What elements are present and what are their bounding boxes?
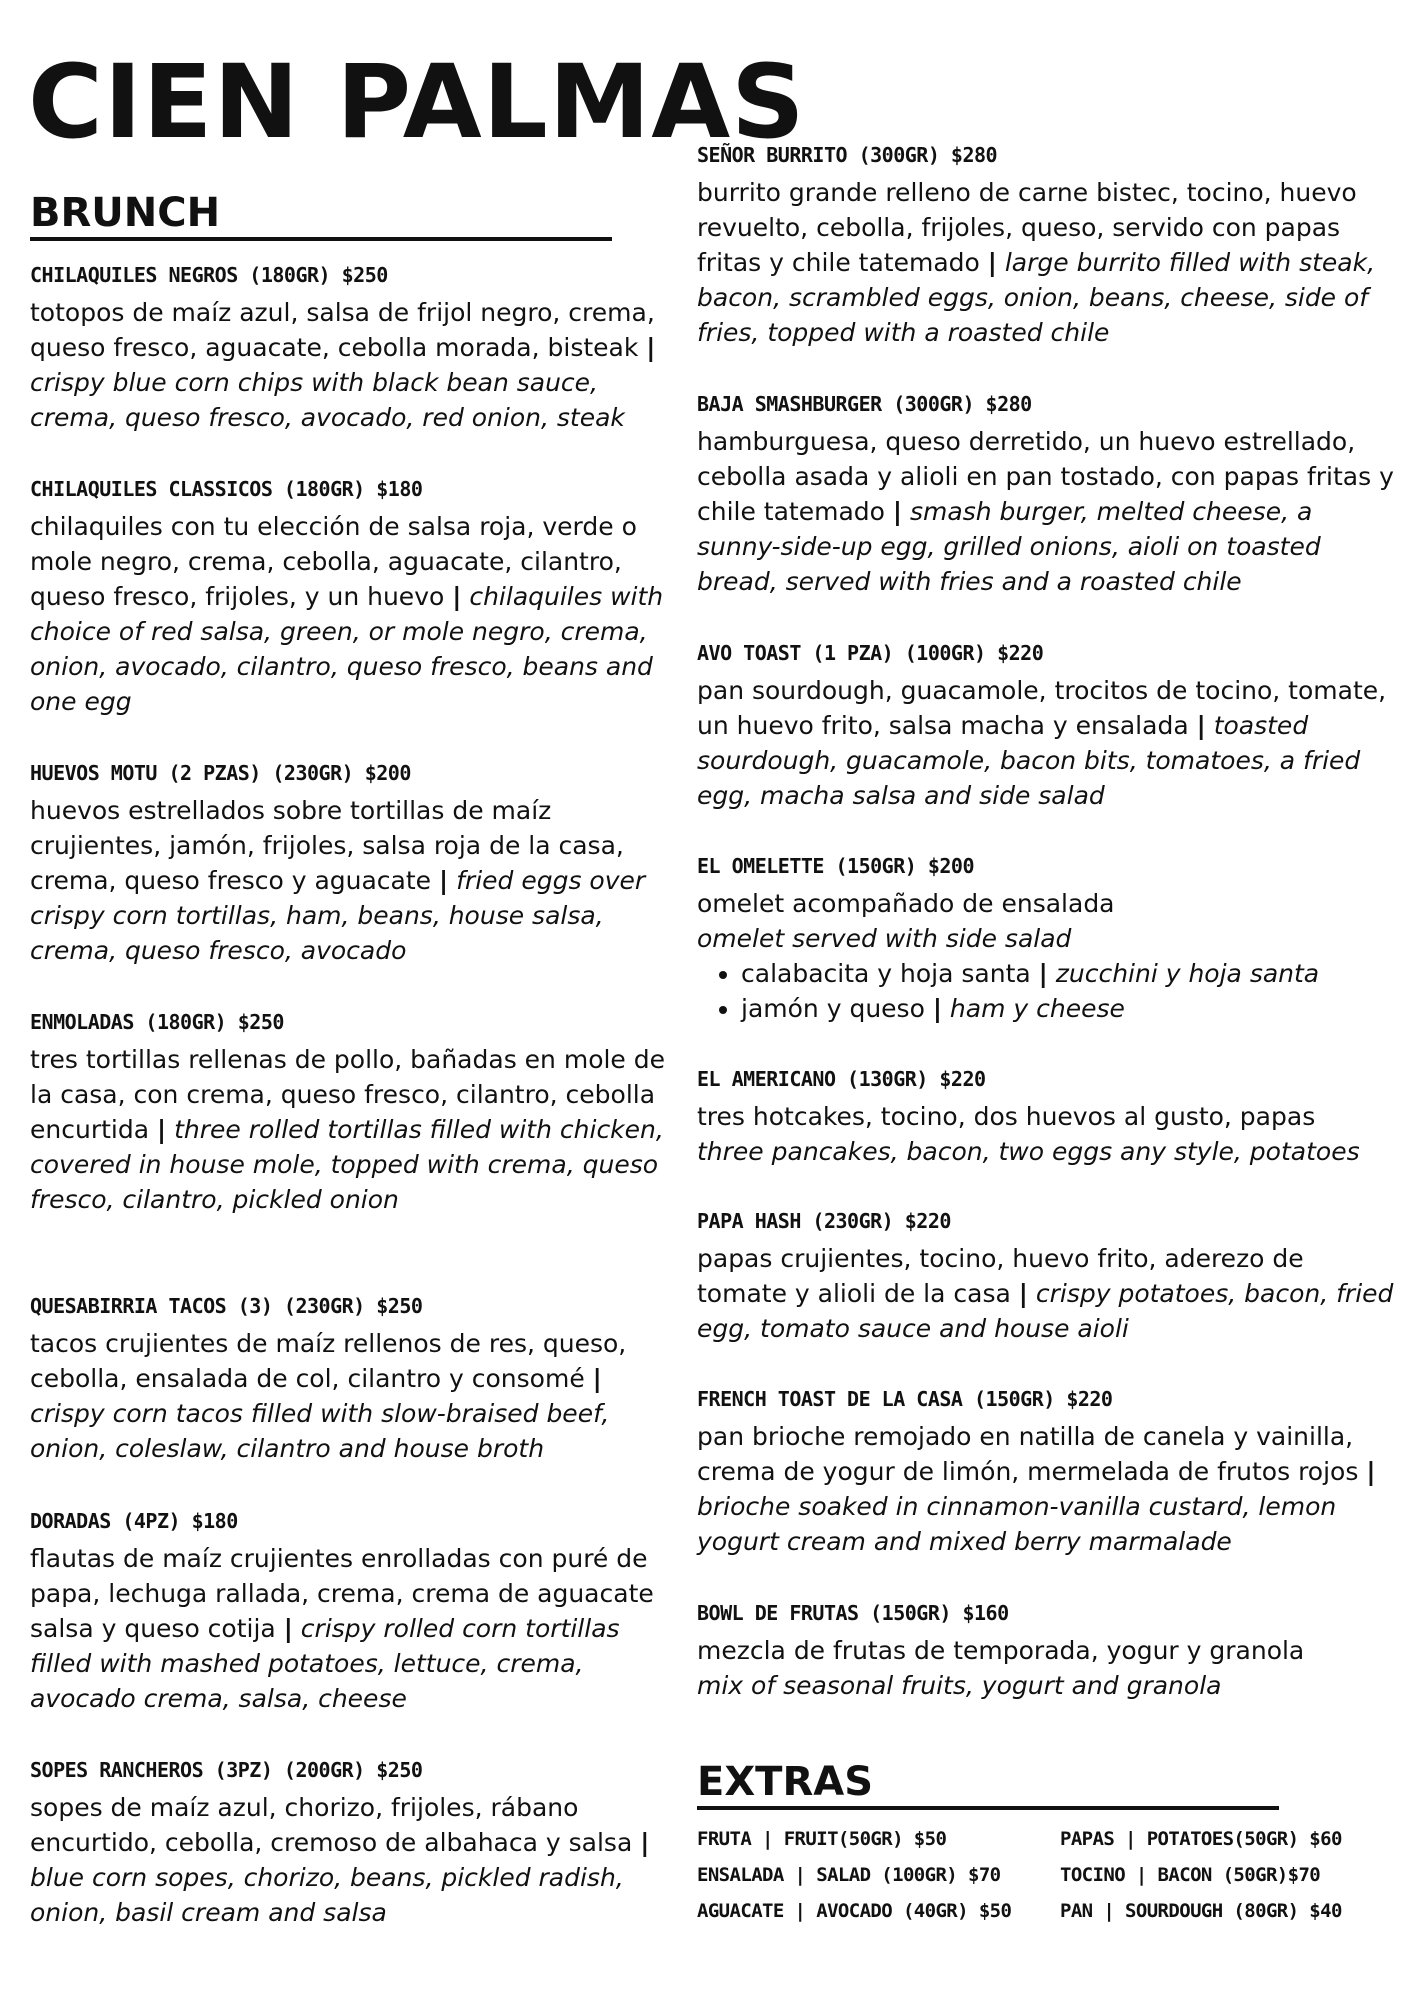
separator: | [987, 248, 997, 277]
separator: | [892, 497, 903, 526]
description-en: crispy blue corn chips with black bean sauce, crema, queso fresco, avocado, red onion, steak [30, 368, 625, 432]
omelette-options-list [697, 956, 1397, 1026]
description-en: mix of seasonal fruits, yogurt and granola [697, 1671, 1222, 1700]
option-en: ham y cheese [949, 994, 1125, 1023]
menu-item-title: ENMOLADAS (180GR) $250 [30, 1010, 284, 1034]
menu-item [697, 1209, 1397, 1346]
menu-item-title: BOWL DE FRUTAS (150GR) $160 [697, 1601, 1009, 1625]
description-en: crispy corn tacos filled with slow-braised beef, onion, coleslaw, cilantro and house broth [30, 1399, 610, 1463]
menu-item-description [30, 1042, 680, 1217]
separator: | [646, 333, 656, 362]
extras-item: FRUTA | FRUIT(50GR) $50 [697, 1828, 947, 1850]
menu-item [697, 1601, 1397, 1703]
menu-item-title: DORADAS (4PZ) $180 [30, 1509, 238, 1533]
description-en: toasted sourdough, guacamole, bacon bits, tomatoes, a fried egg, macha salsa and side salad [697, 711, 1361, 810]
description-en: crispy rolled corn tortillas filled with mashed potatoes, lettuce, crema, avocado crema, salsa, cheese [30, 1614, 620, 1713]
description-en: three pancakes, bacon, two eggs any style, potatoes [697, 1137, 1360, 1166]
separator: | [1038, 959, 1048, 988]
menu-item [697, 641, 1397, 813]
restaurant-name: CIEN PALMAS [28, 43, 806, 162]
menu-item-description [697, 673, 1397, 813]
menu-item-title: EL OMELETTE (150GR) $200 [697, 854, 974, 878]
menu-item-title: FRENCH TOAST DE LA CASA (150GR) $220 [697, 1387, 1113, 1411]
extras-item: PAPAS | POTATOES(50GR) $60 [1060, 1828, 1342, 1850]
menu-item-description [697, 1419, 1397, 1559]
description-en: chilaquiles with choice of red salsa, green, or mole negro, crema, onion, avocado, cilantro, queso fresco, beans and one egg [30, 582, 664, 716]
description-en: smash burger, melted cheese, a sunny-side-up egg, grilled onions, aioli on toasted bread, served with fries and a roasted chile [697, 497, 1321, 596]
extras-item: AGUACATE | AVOCADO (40GR) $50 [697, 1900, 1012, 1922]
description-es: mezcla de frutas de temporada, yogur y granola [697, 1636, 1305, 1665]
description-en: blue corn sopes, chorizo, beans, pickled radish, onion, basil cream and salsa [30, 1863, 624, 1927]
menu-item-title: AVO TOAST (1 PZA) (100GR) $220 [697, 641, 1044, 665]
separator: | [1196, 711, 1206, 740]
menu-item [30, 477, 680, 719]
menu-item-description [697, 424, 1397, 599]
brunch-title-rule [30, 237, 612, 241]
menu-item [697, 392, 1397, 599]
menu-item-description [30, 1790, 680, 1930]
description-en: brioche soaked in cinnamon-vanilla custard, lemon yogurt cream and mixed berry marmalade [697, 1492, 1337, 1556]
description-es: tres hotcakes, tocino, dos huevos al gusto, papas [697, 1102, 1316, 1131]
menu-item-description [30, 295, 680, 435]
description-en: omelet served with side salad [697, 924, 1072, 953]
menu-item-description [697, 1099, 1397, 1169]
menu-item-title: CHILAQUILES CLASSICOS (180GR) $180 [30, 477, 423, 501]
description-en: fried eggs over crispy corn tortillas, ham, beans, house salsa, crema, queso fresco, avocado [30, 866, 646, 965]
separator: | [640, 1828, 650, 1857]
menu-item-description [697, 1241, 1397, 1346]
separator: | [1018, 1279, 1028, 1308]
description-es: omelet acompañado de ensalada [697, 889, 1115, 918]
menu-item-title: HUEVOS MOTU (2 PZAS) (230GR) $200 [30, 761, 411, 785]
separator: | [439, 866, 449, 895]
description-es: burrito grande relleno de carne bistec, tocino, huevo revuelto, cebolla, frijoles, queso, servido con papas fritas y chile tatemado [697, 178, 1357, 277]
description-es: sopes de maíz azul, chorizo, frijoles, rábano encurtido, cebolla, cremoso de albahaca y salsa [30, 1793, 633, 1857]
menu-item-title: SOPES RANCHEROS (3PZ) (200GR) $250 [30, 1758, 423, 1782]
description-es: pan sourdough, guacamole, trocitos de tocino, tomate, un huevo frito, salsa macha y ensalada [697, 676, 1387, 740]
menu-item-title: EL AMERICANO (130GR) $220 [697, 1067, 986, 1091]
menu-item-description [30, 509, 680, 719]
menu-item [697, 1387, 1397, 1559]
description-es: pan brioche remojado en natilla de canela y vainilla, crema de yogur de limón, mermelada de frutos rojos [697, 1422, 1359, 1486]
brunch-section-title: BRUNCH [30, 190, 221, 236]
description-es: totopos de maíz azul, salsa de frijol negro, crema, queso fresco, aguacate, cebolla morada, bisteak [30, 298, 655, 362]
menu-item-title: QUESABIRRIA TACOS (3) (230GR) $250 [30, 1294, 423, 1318]
option-en: zucchini y hoja santa [1055, 959, 1320, 988]
menu-item [30, 1294, 680, 1466]
description-en: three rolled tortillas filled with chicken, covered in house mole, topped with crema, queso fresco, cilantro, pickled onion [30, 1115, 664, 1214]
option-es: jamón y queso [741, 994, 925, 1023]
separator: | [156, 1115, 167, 1144]
menu-item-title: BAJA SMASHBURGER (300GR) $280 [697, 392, 1032, 416]
menu-item-description [697, 175, 1397, 350]
list-item [741, 991, 1397, 1026]
separator: | [452, 582, 462, 611]
extras-section-title: EXTRAS [697, 1759, 874, 1805]
extras-title-rule [697, 1806, 1279, 1810]
description-es: tres tortillas rellenas de pollo, bañadas en mole de la casa, con crema, queso fresco, cilantro, cebolla encurtida [30, 1045, 666, 1144]
menu-item [697, 854, 1397, 1026]
menu-item-title: CHILAQUILES NEGROS (180GR) $250 [30, 263, 388, 287]
option-es: calabacita y hoja santa [741, 959, 1031, 988]
menu-item [30, 1010, 680, 1217]
extras-item: ENSALADA | SALAD (100GR) $70 [697, 1864, 1001, 1886]
menu-item-description [30, 1541, 680, 1716]
menu-item-description [697, 886, 1397, 1026]
separator: | [283, 1614, 293, 1643]
description-es: tacos crujientes de maíz rellenos de res, queso, cebolla, ensalada de col, cilantro y consomé [30, 1329, 627, 1393]
menu-item-title: SEÑOR BURRITO (300GR) $280 [697, 143, 998, 167]
menu-item-title: PAPA HASH (230GR) $220 [697, 1209, 951, 1233]
description-es: papas crujientes, tocino, huevo frito, aderezo de tomate y alioli de la casa [697, 1244, 1304, 1308]
description-es: flautas de maíz crujientes enrolladas con puré de papa, lechuga rallada, crema, crema de aguacate salsa y queso cotija [30, 1544, 654, 1643]
menu-item [697, 1067, 1397, 1169]
description-en: large burrito filled with steak, bacon, scrambled eggs, onion, beans, cheese, side of fries, topped with a roasted chile [697, 248, 1376, 347]
separator: | [592, 1364, 602, 1393]
description-en: crispy potatoes, bacon, fried egg, tomato sauce and house aioli [697, 1279, 1394, 1343]
extras-item: PAN | SOURDOUGH (80GR) $40 [1060, 1900, 1342, 1922]
menu-item [30, 1509, 680, 1716]
menu-item [30, 1758, 680, 1930]
menu-item [697, 143, 1397, 350]
menu-item-description [30, 793, 680, 968]
list-item [741, 956, 1397, 991]
separator: | [932, 994, 942, 1023]
menu-item-description [697, 1633, 1397, 1703]
menu-item-description [30, 1326, 680, 1466]
description-es: huevos estrellados sobre tortillas de maíz crujientes, jamón, frijoles, salsa roja de la casa, crema, queso fresco y aguacate [30, 796, 624, 895]
extras-item: TOCINO | BACON (50GR)$70 [1060, 1864, 1321, 1886]
menu-item [30, 761, 680, 968]
separator: | [1366, 1457, 1376, 1486]
description-es: hamburguesa, queso derretido, un huevo estrellado, cebolla asada y alioli en pan tostado, con papas fritas y chile tatemado [697, 427, 1394, 526]
description-es: chilaquiles con tu elección de salsa roja, verde o mole negro, crema, cebolla, aguacate, cilantro, queso fresco, frijoles, y un huevo [30, 512, 637, 611]
menu-item [30, 263, 680, 435]
